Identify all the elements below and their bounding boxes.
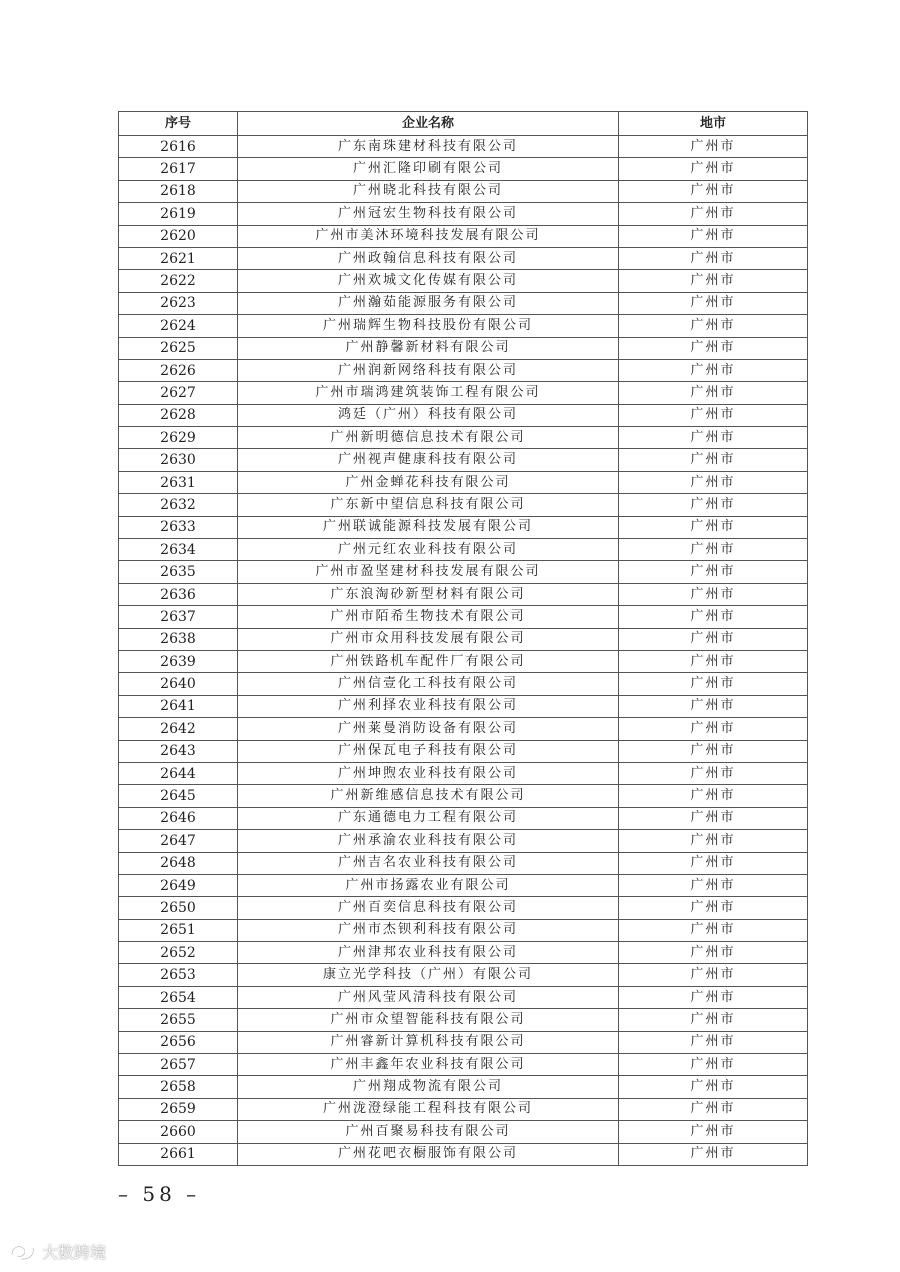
cell-city: 广州市 <box>619 561 808 583</box>
watermark-text: 大数跨境 <box>42 1243 107 1262</box>
cell-company-name: 广州花吧衣橱服饰有限公司 <box>238 1143 619 1165</box>
table-row <box>119 718 808 740</box>
cell-city: 广州市 <box>619 1143 808 1165</box>
table-row <box>119 315 808 337</box>
cell-serial-number: 2633 <box>119 516 238 538</box>
cell-company-name: 广州视声健康科技有限公司 <box>238 449 619 471</box>
cell-serial-number: 2627 <box>119 382 238 404</box>
cell-city: 广州市 <box>619 628 808 650</box>
cell-serial-number: 2639 <box>119 650 238 672</box>
cell-company-name: 广州政翰信息科技有限公司 <box>238 247 619 269</box>
table-row <box>119 292 808 314</box>
cell-serial-number: 2649 <box>119 874 238 896</box>
cell-company-name: 广州润新网络科技有限公司 <box>238 359 619 381</box>
header-company-name: 企业名称 <box>238 112 619 136</box>
cell-company-name: 广州丰鑫年农业科技有限公司 <box>238 1054 619 1076</box>
cell-company-name: 广州泷澄绿能工程科技有限公司 <box>238 1098 619 1120</box>
cell-serial-number: 2626 <box>119 359 238 381</box>
cell-serial-number: 2629 <box>119 427 238 449</box>
cell-serial-number: 2658 <box>119 1076 238 1098</box>
table-row <box>119 494 808 516</box>
cell-city: 广州市 <box>619 404 808 426</box>
cell-serial-number: 2635 <box>119 561 238 583</box>
cell-serial-number: 2648 <box>119 852 238 874</box>
table-row <box>119 404 808 426</box>
cell-city: 广州市 <box>619 180 808 202</box>
cell-city: 广州市 <box>619 785 808 807</box>
cell-company-name: 广州百奕信息科技有限公司 <box>238 897 619 919</box>
cell-city: 广州市 <box>619 1054 808 1076</box>
cell-company-name: 广州瀚茹能源服务有限公司 <box>238 292 619 314</box>
cell-company-name: 广州元红农业科技有限公司 <box>238 539 619 561</box>
cell-city: 广州市 <box>619 695 808 717</box>
cell-city: 广州市 <box>619 516 808 538</box>
cell-serial-number: 2655 <box>119 1009 238 1031</box>
cell-serial-number: 2660 <box>119 1121 238 1143</box>
table-row <box>119 986 808 1008</box>
table-row <box>119 427 808 449</box>
cell-serial-number: 2640 <box>119 673 238 695</box>
cell-serial-number: 2646 <box>119 807 238 829</box>
table-row <box>119 964 808 986</box>
cell-city: 广州市 <box>619 539 808 561</box>
cell-serial-number: 2634 <box>119 539 238 561</box>
cell-company-name: 广州睿新计算机科技有限公司 <box>238 1031 619 1053</box>
cell-city: 广州市 <box>619 494 808 516</box>
cell-city: 广州市 <box>619 471 808 493</box>
cell-city: 广州市 <box>619 337 808 359</box>
cell-company-name: 广州铁路机车配件厂有限公司 <box>238 650 619 672</box>
cell-company-name: 广州坤煦农业科技有限公司 <box>238 762 619 784</box>
table-row <box>119 270 808 292</box>
cell-company-name: 广州瑞辉生物科技股份有限公司 <box>238 315 619 337</box>
cell-company-name: 广州金蝉花科技有限公司 <box>238 471 619 493</box>
table-row <box>119 740 808 762</box>
table-row <box>119 337 808 359</box>
cell-company-name: 广州市陌希生物技术有限公司 <box>238 606 619 628</box>
cell-company-name: 广州欢城文化传媒有限公司 <box>238 270 619 292</box>
cell-company-name: 广州静馨新材料有限公司 <box>238 337 619 359</box>
cell-company-name: 广州莱曼消防设备有限公司 <box>238 718 619 740</box>
cell-serial-number: 2624 <box>119 315 238 337</box>
cell-company-name: 广州利择农业科技有限公司 <box>238 695 619 717</box>
table-row <box>119 807 808 829</box>
table-row <box>119 583 808 605</box>
table-row <box>119 1143 808 1165</box>
cell-city: 广州市 <box>619 830 808 852</box>
cell-serial-number: 2617 <box>119 158 238 180</box>
table-row <box>119 136 808 158</box>
table-row <box>119 359 808 381</box>
cell-city: 广州市 <box>619 136 808 158</box>
cell-city: 广州市 <box>619 203 808 225</box>
table-row <box>119 539 808 561</box>
cell-city: 广州市 <box>619 1076 808 1098</box>
table-row <box>119 449 808 471</box>
cell-city: 广州市 <box>619 359 808 381</box>
cell-city: 广州市 <box>619 762 808 784</box>
cell-serial-number: 2642 <box>119 718 238 740</box>
table-row <box>119 1031 808 1053</box>
cell-serial-number: 2653 <box>119 964 238 986</box>
cell-serial-number: 2645 <box>119 785 238 807</box>
table-row <box>119 225 808 247</box>
cell-city: 广州市 <box>619 158 808 180</box>
cell-city: 广州市 <box>619 919 808 941</box>
table-header-row <box>119 112 808 136</box>
cell-company-name: 广州冠宏生物科技有限公司 <box>238 203 619 225</box>
cell-city: 广州市 <box>619 650 808 672</box>
cell-serial-number: 2637 <box>119 606 238 628</box>
cell-city: 广州市 <box>619 942 808 964</box>
cell-city: 广州市 <box>619 292 808 314</box>
cell-serial-number: 2631 <box>119 471 238 493</box>
table-row <box>119 382 808 404</box>
cell-city: 广州市 <box>619 852 808 874</box>
table-row <box>119 650 808 672</box>
cell-city: 广州市 <box>619 247 808 269</box>
cell-serial-number: 2654 <box>119 986 238 1008</box>
cell-serial-number: 2661 <box>119 1143 238 1165</box>
cell-serial-number: 2644 <box>119 762 238 784</box>
cell-serial-number: 2641 <box>119 695 238 717</box>
table-row <box>119 247 808 269</box>
cell-serial-number: 2656 <box>119 1031 238 1053</box>
table-row <box>119 203 808 225</box>
cell-serial-number: 2621 <box>119 247 238 269</box>
table-row <box>119 852 808 874</box>
watermark <box>8 1240 106 1263</box>
company-table <box>118 111 808 1166</box>
cell-serial-number: 2657 <box>119 1054 238 1076</box>
cell-city: 广州市 <box>619 449 808 471</box>
watermark-logo-icon <box>8 1241 38 1263</box>
cell-city: 广州市 <box>619 1098 808 1120</box>
table-row <box>119 919 808 941</box>
table-row <box>119 785 808 807</box>
cell-company-name: 广州市众望智能科技有限公司 <box>238 1009 619 1031</box>
cell-company-name: 广州信壹化工科技有限公司 <box>238 673 619 695</box>
table-row <box>119 762 808 784</box>
cell-serial-number: 2616 <box>119 136 238 158</box>
cell-company-name: 广州新维感信息技术有限公司 <box>238 785 619 807</box>
cell-serial-number: 2638 <box>119 628 238 650</box>
cell-company-name: 广州承渝农业科技有限公司 <box>238 830 619 852</box>
cell-city: 广州市 <box>619 315 808 337</box>
cell-company-name: 广州市扬露农业有限公司 <box>238 874 619 896</box>
cell-company-name: 广东新中望信息科技有限公司 <box>238 494 619 516</box>
table-row <box>119 471 808 493</box>
cell-company-name: 广州津邦农业科技有限公司 <box>238 942 619 964</box>
cell-city: 广州市 <box>619 583 808 605</box>
cell-serial-number: 2630 <box>119 449 238 471</box>
cell-serial-number: 2636 <box>119 583 238 605</box>
cell-company-name: 广州联诚能源科技发展有限公司 <box>238 516 619 538</box>
cell-serial-number: 2643 <box>119 740 238 762</box>
cell-company-name: 广州百聚易科技有限公司 <box>238 1121 619 1143</box>
cell-company-name: 广州汇隆印刷有限公司 <box>238 158 619 180</box>
table-row <box>119 628 808 650</box>
cell-company-name: 广州晓北科技有限公司 <box>238 180 619 202</box>
header-serial-number: 序号 <box>119 112 238 136</box>
cell-city: 广州市 <box>619 964 808 986</box>
cell-serial-number: 2623 <box>119 292 238 314</box>
cell-company-name: 广州市众用科技发展有限公司 <box>238 628 619 650</box>
table-row <box>119 673 808 695</box>
cell-serial-number: 2647 <box>119 830 238 852</box>
cell-city: 广州市 <box>619 606 808 628</box>
cell-company-name: 广东南珠建材科技有限公司 <box>238 136 619 158</box>
cell-serial-number: 2651 <box>119 919 238 941</box>
table-row <box>119 695 808 717</box>
cell-city: 广州市 <box>619 1009 808 1031</box>
cell-city: 广州市 <box>619 718 808 740</box>
cell-serial-number: 2619 <box>119 203 238 225</box>
table-body <box>119 136 808 1166</box>
cell-serial-number: 2620 <box>119 225 238 247</box>
cell-company-name: 广州市瑞鸿建筑装饰工程有限公司 <box>238 382 619 404</box>
cell-serial-number: 2652 <box>119 942 238 964</box>
cell-company-name: 康立光学科技（广州）有限公司 <box>238 964 619 986</box>
cell-serial-number: 2618 <box>119 180 238 202</box>
cell-company-name: 广州新明德信息技术有限公司 <box>238 427 619 449</box>
cell-serial-number: 2622 <box>119 270 238 292</box>
cell-city: 广州市 <box>619 874 808 896</box>
table-row <box>119 1054 808 1076</box>
table-row <box>119 516 808 538</box>
cell-city: 广州市 <box>619 1031 808 1053</box>
cell-city: 广州市 <box>619 807 808 829</box>
cell-city: 广州市 <box>619 270 808 292</box>
cell-city: 广州市 <box>619 673 808 695</box>
cell-city: 广州市 <box>619 740 808 762</box>
table-row <box>119 180 808 202</box>
table-row <box>119 942 808 964</box>
cell-city: 广州市 <box>619 427 808 449</box>
cell-city: 广州市 <box>619 382 808 404</box>
cell-company-name: 广东浪淘砂新型材料有限公司 <box>238 583 619 605</box>
cell-city: 广州市 <box>619 986 808 1008</box>
header-city: 地市 <box>619 112 808 136</box>
cell-city: 广州市 <box>619 1121 808 1143</box>
cell-company-name: 广州市杰钡利科技有限公司 <box>238 919 619 941</box>
table-row <box>119 606 808 628</box>
cell-serial-number: 2628 <box>119 404 238 426</box>
table-row <box>119 1098 808 1120</box>
cell-company-name: 广州保瓦电子科技有限公司 <box>238 740 619 762</box>
table-row <box>119 830 808 852</box>
cell-serial-number: 2625 <box>119 337 238 359</box>
cell-city: 广州市 <box>619 225 808 247</box>
cell-serial-number: 2650 <box>119 897 238 919</box>
cell-company-name: 广州市美沐环境科技发展有限公司 <box>238 225 619 247</box>
cell-company-name: 广州风莹风清科技有限公司 <box>238 986 619 1008</box>
cell-serial-number: 2632 <box>119 494 238 516</box>
table-row <box>119 158 808 180</box>
page-number: – 58 – <box>118 1182 201 1206</box>
cell-city: 广州市 <box>619 897 808 919</box>
cell-company-name: 广东通德电力工程有限公司 <box>238 807 619 829</box>
table-row <box>119 561 808 583</box>
table-row <box>119 1009 808 1031</box>
table-row <box>119 874 808 896</box>
cell-company-name: 广州翔成物流有限公司 <box>238 1076 619 1098</box>
table-row <box>119 1121 808 1143</box>
cell-company-name: 鸿廷（广州）科技有限公司 <box>238 404 619 426</box>
cell-company-name: 广州吉名农业科技有限公司 <box>238 852 619 874</box>
cell-serial-number: 2659 <box>119 1098 238 1120</box>
table-row <box>119 1076 808 1098</box>
table-row <box>119 897 808 919</box>
cell-company-name: 广州市盈坚建材科技发展有限公司 <box>238 561 619 583</box>
